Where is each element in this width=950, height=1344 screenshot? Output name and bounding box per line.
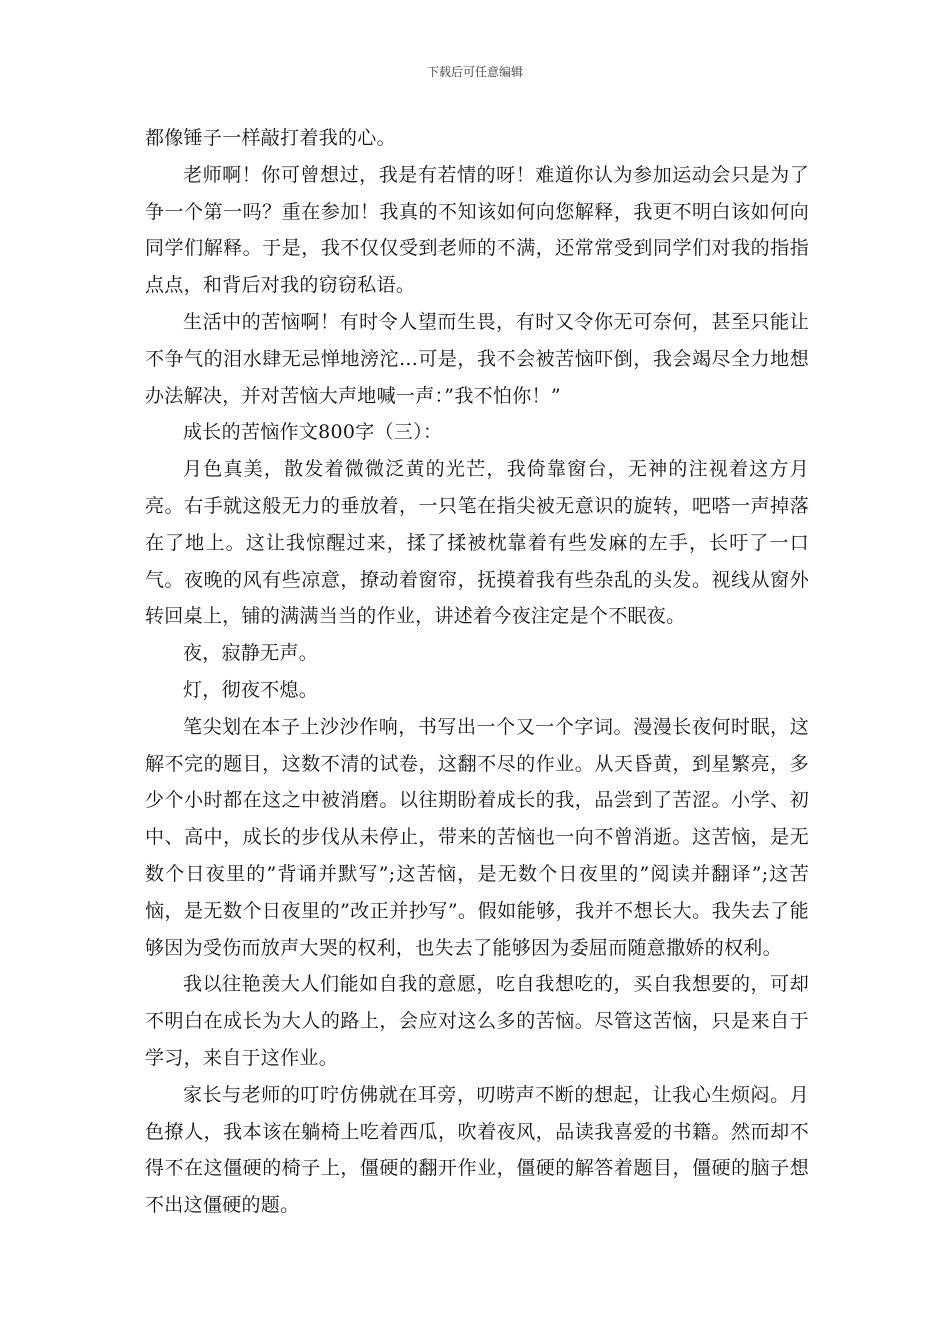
paragraph: 笔尖划在本子上沙沙作响，书写出一个又一个字词。漫漫长夜何时眠，这解不完的题目，这数不清的试卷，这翻不尽的作业。从天昏黄，到星繁亮，多少个小时都在这之中被消磨。以往期盼着成长的我，品尝到了苦涩。小学、初中、高中，成长的步伐从未停止，带来的苦恼也一向不曾消逝。这苦恼，是无数个日夜里的”背诵并默写”;这苦恼，是无数个日夜里的”阅读并翻译”;这苦恼，是无数个日夜里的”改正并抄写”。假如能够，我并不想长大。我失去了能够因为受伤而放声大哭的权利，也失去了能够因为委屈而随意撒娇的权利。 — [145, 715, 809, 959]
paragraph-continued: 都像锤子一样敲打着我的心。 — [145, 127, 396, 149]
paragraph: 灯，彻夜不熄。 — [183, 678, 319, 701]
section-heading: 成长的苦恼作文800字（三）： — [183, 421, 443, 444]
document-body — [145, 120, 809, 1224]
paragraph: 我以往艳羡大人们能如自我的意愿，吃自我想吃的，买自我想要的，可却不明白在成长为大人的路上，会应对这么多的苦恼。尽管这苦恼，只是来自于学习，来自于这作业。 — [145, 973, 809, 1069]
paragraph: 家长与老师的叮咛仿佛就在耳旁，叨唠声不断的想起，让我心生烦闷。月色撩人，我本该在躺椅上吃着西瓜，吹着夜风，品读我喜爱的书籍。然而却不得不在这僵硬的椅子上，僵硬的翻开作业，僵硬的解答着题目，僵硬的脑子想不出这僵硬的题。 — [145, 1083, 809, 1217]
paragraph: 夜，寂静无声。 — [183, 642, 319, 665]
page-header: 下载后可任意编辑 — [426, 65, 523, 79]
paragraph: 月色真美，散发着微微泛黄的光芒，我倚靠窗台，无神的注视着这方月亮。右手就这般无力的垂放着，一只笔在指尖被无意识的旋转，吧嗒一声掉落在了地上。这让我惊醒过来，揉了揉被枕靠着有些发麻的左手，长吁了一口气。夜晚的风有些凉意，撩动着窗帘，抚摸着我有些杂乱的头发。视线从窗外转回桌上，铺的满满当当的作业，讲述着今夜注定是个不眠夜。 — [145, 458, 809, 628]
paragraph: 老师啊！你可曾想过，我是有若情的呀！难道你认为参加运动会只是为了争一个第一吗？重在参加！我真的不知该如何向您解释，我更不明白该如何向同学们解释。于是，我不仅仅受到老师的不满，还常常受到同学们对我的指指点点，和背后对我的窃窃私语。 — [145, 163, 809, 297]
paragraph: 生活中的苦恼啊！有时令人望而生畏，有时又令你无可奈何，甚至只能让不争气的泪水肆无忌惮地滂沱...可是，我不会被苦恼吓倒，我会竭尽全力地想办法解决，并对苦恼大声地喊一声：”我不怕你！” — [145, 310, 809, 407]
